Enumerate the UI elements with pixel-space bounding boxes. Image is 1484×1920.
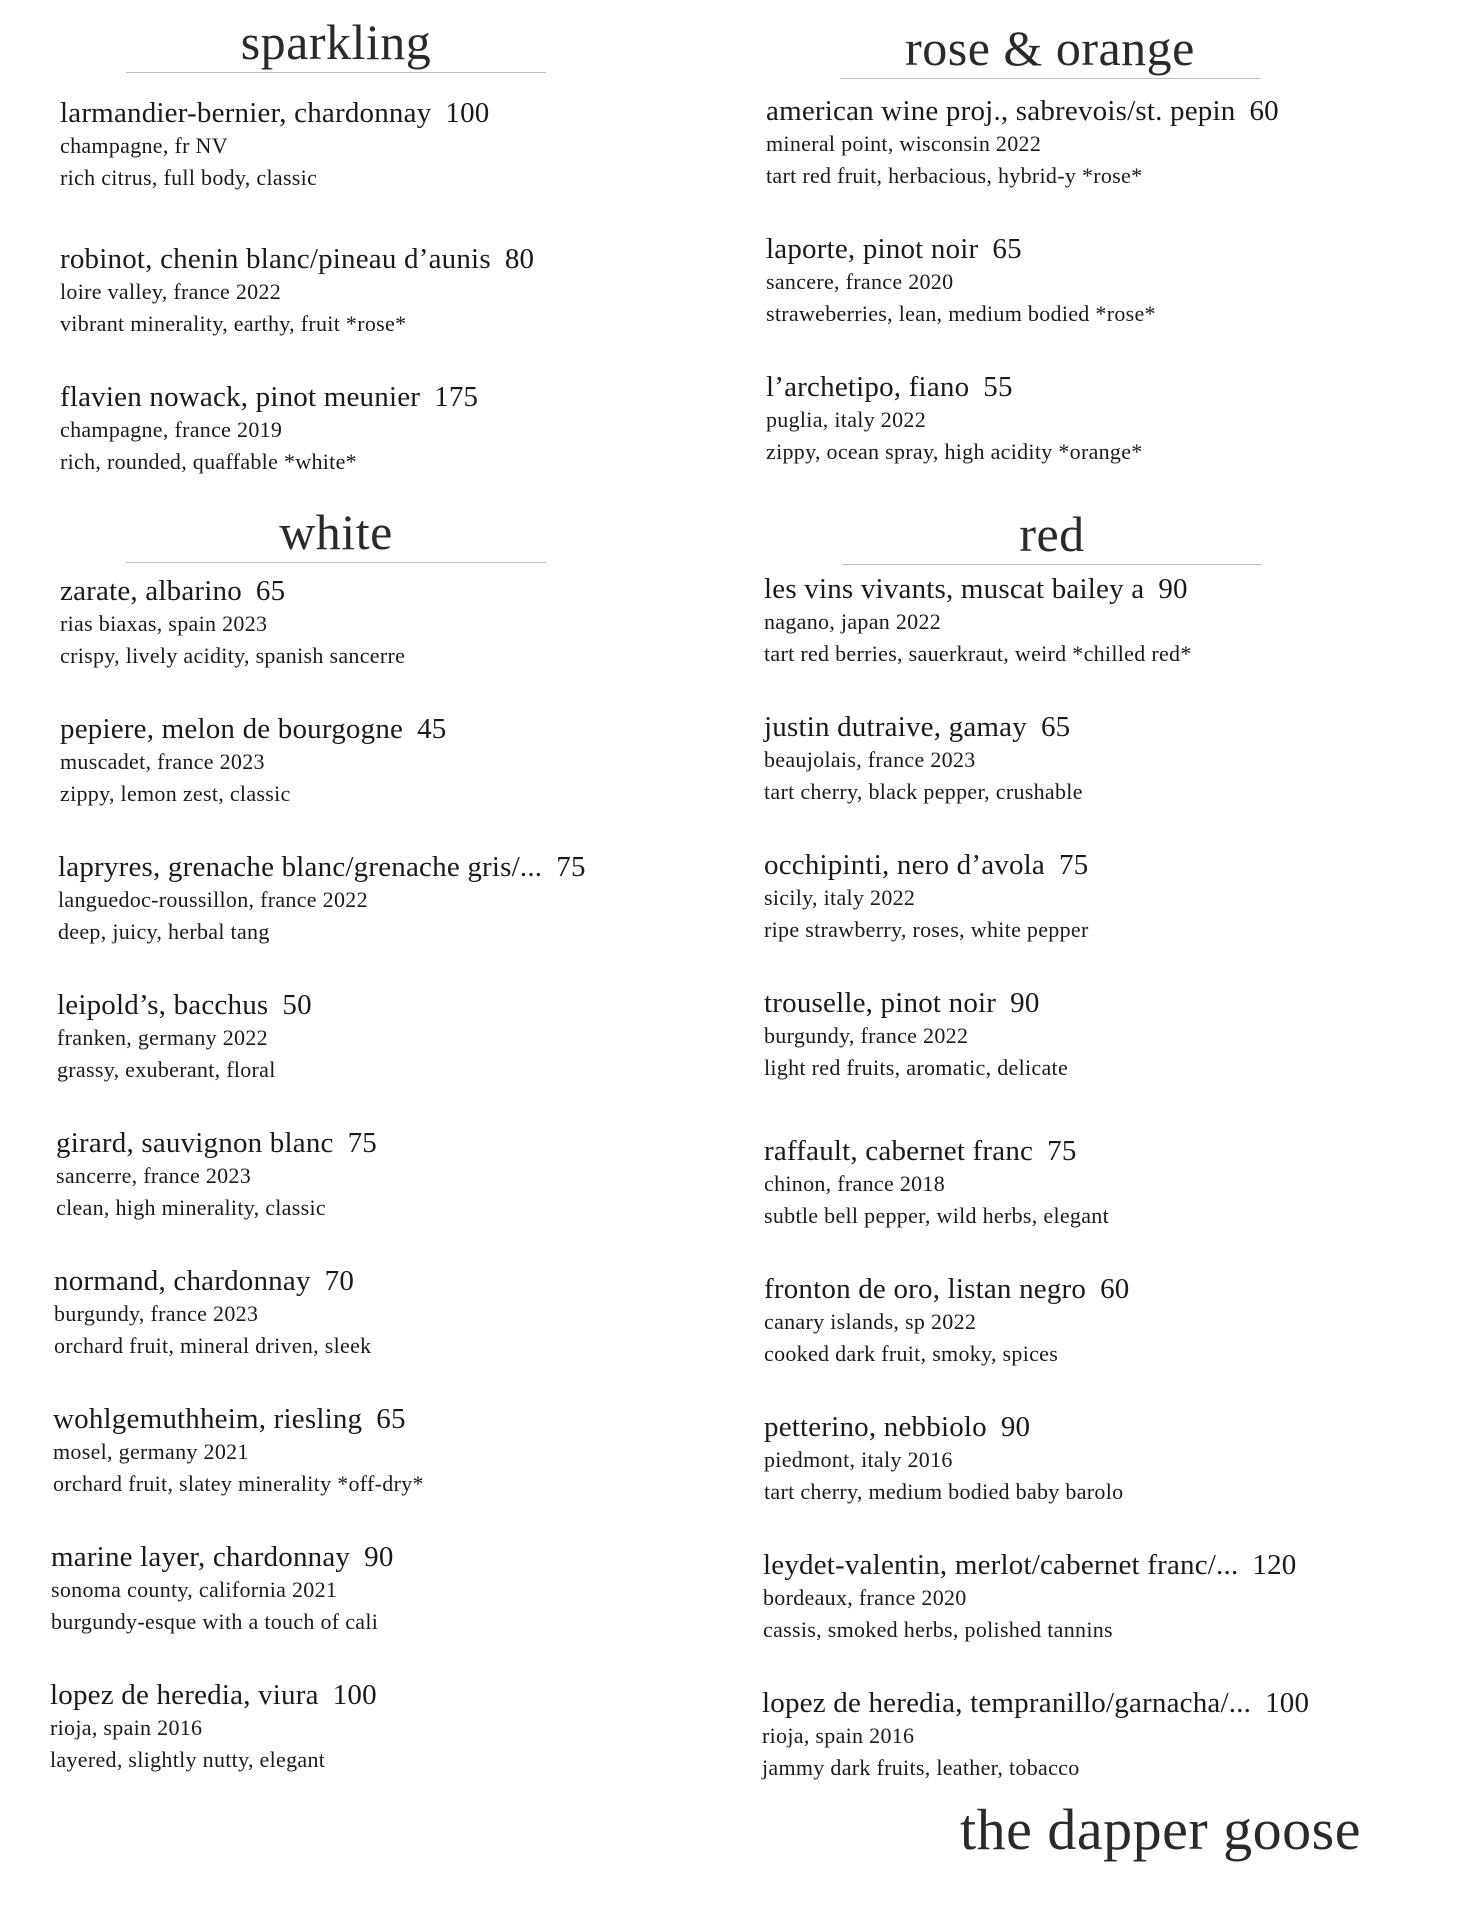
wine-origin: puglia, italy 2022 — [766, 407, 926, 432]
wine-entry — [57, 988, 312, 1086]
brand-name: the dapper goose — [960, 1797, 1361, 1862]
wine-origin: champagne, fr NV — [60, 133, 228, 158]
wine-price: 90 — [1000, 1411, 1031, 1443]
wine-entry — [764, 986, 1068, 1084]
wine-notes: zippy, ocean spray, high acidity *orange* — [766, 439, 1143, 464]
wine-entry — [54, 1264, 371, 1362]
wine-name: robinot, chenin blanc/pineau d’aunis — [60, 243, 491, 275]
wine-origin: canary islands, sp 2022 — [764, 1309, 977, 1334]
wine-price: 100 — [1265, 1687, 1310, 1719]
wine-price: 75 — [1047, 1135, 1077, 1167]
wine-entry — [764, 1272, 1130, 1370]
wine-origin: nagano, japan 2022 — [764, 609, 942, 634]
wine-price: 60 — [1249, 95, 1279, 127]
wine-notes: ripe strawberry, roses, white pepper — [764, 917, 1089, 942]
wine-entry — [764, 848, 1089, 946]
wine-name: petterino, nebbiolo — [764, 1411, 987, 1443]
wine-entry — [60, 380, 478, 478]
wine-notes: layered, slightly nutty, elegant — [50, 1747, 326, 1772]
wine-name-line — [56, 1126, 377, 1160]
wine-name-line — [764, 1134, 1109, 1168]
wine-origin: muscadet, france 2023 — [60, 749, 265, 774]
wine-name: occhipinti, nero d’avola — [764, 849, 1046, 881]
wine-name-line — [764, 986, 1068, 1020]
wine-price: 45 — [417, 713, 447, 745]
wine-name: l’archetipo, fiano — [766, 371, 970, 403]
wine-entry — [764, 1410, 1123, 1508]
wine-price: 75 — [1059, 849, 1089, 881]
wine-name: raffault, cabernet franc — [764, 1135, 1034, 1167]
wine-price: 50 — [282, 989, 312, 1021]
wine-price: 90 — [1158, 573, 1188, 605]
wine-origin: rias biaxas, spain 2023 — [60, 611, 268, 636]
wine-name-line — [60, 242, 534, 276]
wine-price: 55 — [983, 371, 1013, 403]
wine-origin: rioja, spain 2016 — [762, 1723, 915, 1748]
wine-notes: rich citrus, full body, classic — [60, 165, 318, 190]
wine-notes: tart cherry, black pepper, crushable — [764, 779, 1083, 804]
wine-name: marine layer, chardonnay — [51, 1541, 351, 1573]
wine-origin: loire valley, france 2022 — [60, 279, 282, 304]
wine-notes: subtle bell pepper, wild herbs, elegant — [764, 1203, 1109, 1228]
wine-name-line — [51, 1540, 394, 1574]
wine-entry — [60, 574, 405, 672]
wine-origin: languedoc-roussillon, france 2022 — [58, 887, 368, 912]
wine-entry — [766, 370, 1143, 468]
wine-name-line — [50, 1678, 377, 1712]
wine-price: 75 — [556, 851, 586, 883]
wine-entry — [58, 850, 586, 948]
wine-entry — [53, 1402, 424, 1500]
section-heading-red: red — [842, 506, 1262, 565]
wine-notes: crispy, lively acidity, spanish sancerre — [60, 643, 406, 668]
wine-origin: piedmont, italy 2016 — [764, 1447, 953, 1472]
wine-name-line — [766, 94, 1279, 128]
wine-notes: burgundy-esque with a touch of cali — [51, 1609, 379, 1634]
wine-origin: chinon, france 2018 — [764, 1171, 946, 1196]
wine-name: girard, sauvignon blanc — [56, 1127, 334, 1159]
wine-entry — [51, 1540, 394, 1638]
wine-name: zarate, albarino — [60, 575, 242, 607]
wine-notes: light red fruits, aromatic, delicate — [764, 1055, 1069, 1080]
wine-origin: bordeaux, france 2020 — [763, 1585, 967, 1610]
wine-origin: beaujolais, france 2023 — [764, 747, 976, 772]
wine-name-line — [57, 988, 312, 1022]
wine-entry — [60, 96, 490, 194]
wine-notes: clean, high minerality, classic — [56, 1195, 326, 1220]
wine-price: 65 — [1040, 711, 1071, 743]
section-heading-white: white — [126, 504, 546, 563]
wine-notes: tart red berries, sauerkraut, weird *chilled red* — [764, 641, 1192, 666]
wine-name-line — [54, 1264, 371, 1298]
wine-price: 65 — [992, 233, 1022, 265]
wine-name: larmandier-bernier, chardonnay — [60, 97, 432, 129]
wine-entry — [764, 710, 1083, 808]
wine-price: 65 — [376, 1403, 406, 1435]
wine-name: pepiere, melon de bourgogne — [60, 713, 404, 745]
wine-price: 80 — [504, 243, 535, 275]
wine-name-line — [764, 710, 1083, 744]
wine-price: 175 — [434, 381, 479, 413]
wine-name-line — [58, 850, 586, 884]
wine-price: 120 — [1252, 1549, 1297, 1581]
wine-entry — [764, 572, 1192, 670]
wine-name-line — [60, 712, 447, 746]
section-heading-sparkling: sparkling — [126, 14, 546, 73]
wine-notes: vibrant minerality, earthy, fruit *rose* — [60, 311, 407, 336]
wine-notes: cooked dark fruit, smoky, spices — [764, 1341, 1059, 1366]
wine-origin: sonoma county, california 2021 — [51, 1577, 338, 1602]
wine-price: 65 — [255, 575, 286, 607]
wine-entry — [60, 242, 534, 340]
wine-entry — [762, 1686, 1309, 1784]
wine-name: les vins vivants, muscat bailey a — [764, 573, 1145, 605]
wine-origin: mineral point, wisconsin 2022 — [766, 131, 1042, 156]
wine-notes: tart cherry, medium bodied baby barolo — [764, 1479, 1124, 1504]
wine-name: lapryres, grenache blanc/grenache gris/... — [58, 851, 543, 883]
wine-notes: tart red fruit, herbacious, hybrid-y *rose* — [766, 163, 1143, 188]
wine-notes: orchard fruit, slatey minerality *off-dry* — [53, 1471, 424, 1496]
wine-price: 60 — [1100, 1273, 1130, 1305]
wine-notes: deep, juicy, herbal tang — [58, 919, 270, 944]
wine-price: 100 — [332, 1679, 377, 1711]
wine-name-line — [764, 1272, 1130, 1306]
wine-entry — [764, 1134, 1109, 1232]
wine-origin: sancere, france 2020 — [766, 269, 954, 294]
wine-name-line — [764, 1410, 1123, 1444]
wine-notes: jammy dark fruits, leather, tobacco — [762, 1755, 1080, 1780]
wine-name-line — [764, 572, 1192, 606]
wine-notes: cassis, smoked herbs, polished tannins — [763, 1617, 1113, 1642]
wine-name: laporte, pinot noir — [766, 233, 979, 265]
wine-name-line — [766, 232, 1156, 266]
wine-notes: grassy, exuberant, floral — [57, 1057, 276, 1082]
wine-name-line — [53, 1402, 424, 1436]
wine-price: 75 — [347, 1127, 378, 1159]
wine-name-line — [763, 1548, 1297, 1582]
wine-origin: rioja, spain 2016 — [50, 1715, 203, 1740]
wine-name: normand, chardonnay — [54, 1265, 311, 1297]
wine-origin: champagne, france 2019 — [60, 417, 283, 442]
wine-notes: straweberries, lean, medium bodied *rose* — [766, 301, 1156, 326]
wine-name: american wine proj., sabrevois/st. pepin — [766, 95, 1236, 127]
wine-name-line — [60, 574, 405, 608]
wine-origin: burgundy, france 2023 — [54, 1301, 259, 1326]
wine-name-line — [764, 848, 1089, 882]
wine-name: fronton de oro, listan negro — [764, 1273, 1087, 1305]
wine-entry — [50, 1678, 377, 1776]
wine-name-line — [60, 380, 478, 414]
wine-name-line — [60, 96, 490, 130]
wine-name: flavien nowack, pinot meunier — [60, 381, 421, 413]
wine-notes: zippy, lemon zest, classic — [60, 781, 291, 806]
wine-entry — [56, 1126, 377, 1224]
wine-origin: sancerre, france 2023 — [56, 1163, 252, 1188]
wine-price: 100 — [445, 97, 490, 129]
section-heading-rose-orange: rose & orange — [840, 20, 1260, 79]
wine-name: lopez de heredia, tempranillo/garnacha/... — [762, 1687, 1252, 1719]
wine-name: leydet-valentin, merlot/cabernet franc/... — [763, 1549, 1239, 1581]
wine-origin: mosel, germany 2021 — [53, 1439, 249, 1464]
wine-name: justin dutraive, gamay — [764, 711, 1027, 743]
wine-name-line — [766, 370, 1143, 404]
wine-name: leipold’s, bacchus — [57, 989, 269, 1021]
wine-price: 90 — [364, 1541, 394, 1573]
wine-name-line — [762, 1686, 1309, 1720]
wine-price: 90 — [1010, 987, 1040, 1019]
wine-entry — [763, 1548, 1297, 1646]
wine-entry — [60, 712, 447, 810]
wine-entry — [766, 232, 1156, 330]
wine-entry — [766, 94, 1279, 192]
wine-origin: sicily, italy 2022 — [764, 885, 916, 910]
wine-name: trouselle, pinot noir — [764, 987, 997, 1019]
wine-name: lopez de heredia, viura — [50, 1679, 319, 1711]
wine-notes: rich, rounded, quaffable *white* — [60, 449, 357, 474]
wine-origin: burgundy, france 2022 — [764, 1023, 969, 1048]
wine-price: 70 — [324, 1265, 355, 1297]
wine-name: wohlgemuthheim, riesling — [53, 1403, 363, 1435]
wine-notes: orchard fruit, mineral driven, sleek — [54, 1333, 372, 1358]
wine-origin: franken, germany 2022 — [57, 1025, 268, 1050]
